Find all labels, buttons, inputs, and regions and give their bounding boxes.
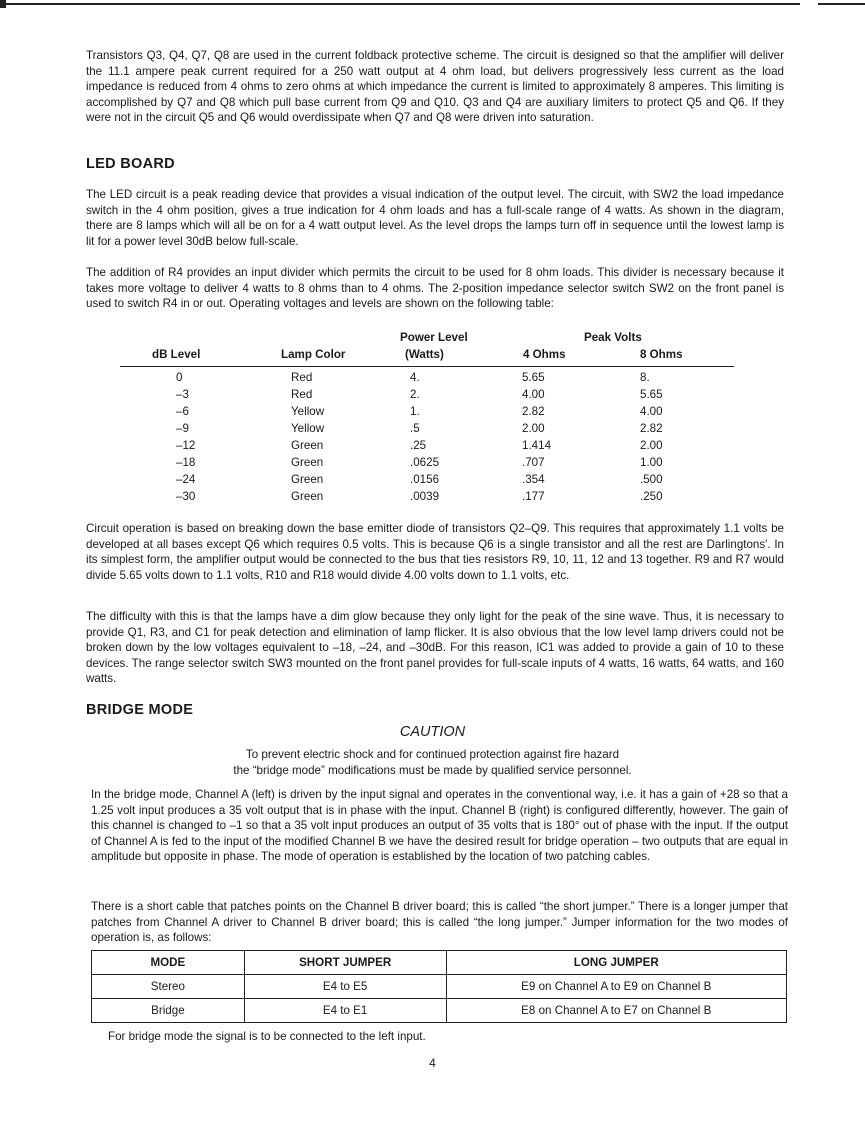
level-table-header-8ohm: 8 Ohms (640, 348, 683, 361)
caution-line-1: To prevent electric shock and for continued protection against fire hazard (245, 748, 620, 761)
level-cell-4ohm: 1.414 (522, 439, 552, 452)
level-cell-color: Green (291, 473, 324, 486)
jumper-table-header-row (92, 951, 787, 975)
level-table-header-db: dB Level (152, 348, 201, 361)
level-cell-8ohm: 1.00 (640, 456, 663, 469)
paragraph-jumpers: There is a short cable that patches points on the Channel B driver board; this is called “the short jumper.” There is a longer jumper that patches from Channel A driver to Channel B driver board; this is called “the long jumper.” Jumper information for the two modes of operation is, as follows: (91, 900, 788, 945)
level-cell-watts: .0156 (410, 473, 440, 486)
level-cell-4ohm: 4.00 (522, 388, 545, 401)
level-table-header-4ohm: 4 Ohms (523, 348, 566, 361)
level-cell-watts: .25 (410, 439, 427, 452)
top-border-line-right (818, 3, 865, 5)
caution-title: CAUTION (399, 724, 466, 740)
level-cell-db: –9 (176, 422, 189, 435)
level-cell-watts: 1. (410, 405, 420, 418)
level-cell-watts: .0625 (410, 456, 440, 469)
level-cell-8ohm: 8. (640, 371, 650, 384)
jumper-cell: Bridge (92, 999, 245, 1023)
paragraph-bridge-mode: In the bridge mode, Channel A (left) is driven by the input signal and operates in the conventional way, i.e. it has a gain of +28 so that a 1.25 volt input produces a 35 volt output that is in phase with the input. Channel B (right) is configured differently, however. The gain of this channel is changed to –1 so that a 35 volt input produces an output of 35 volts that is 180° out of phase with the input. If the output of Channel A is fed to the input of the modified Channel B we have the desired result for bridge operation – two outputs that are equal in amplitude but opposite in phase. The mode of operation is established by the location of two patching cables. (91, 788, 788, 864)
level-cell-color: Green (291, 490, 324, 503)
level-cell-watts: .0039 (410, 490, 440, 503)
jumper-header-long: LONG JUMPER (446, 951, 787, 975)
jumper-row-bridge (92, 999, 787, 1023)
bridge-footnote: For bridge mode the signal is to be connected to the left input. (108, 1030, 426, 1043)
jumper-cell: E8 on Channel A to E7 on Channel B (446, 999, 787, 1023)
level-cell-4ohm: 2.00 (522, 422, 545, 435)
level-cell-watts: 4. (410, 371, 420, 384)
level-table-header-watts: (Watts) (405, 348, 444, 361)
paragraph-circuit-operation: Circuit operation is based on breaking down the base emitter diode of transistors Q2–Q9. This requires that approximately 1.1 volts be developed at all bases except Q6 which requires 0.5 volts. This is because Q6 is a single transistor and all the rest are Darlingtons'. In its simplest form, the amplifier output would be connected to the bus that ties resistors R9, 10, 11, 12 and 13 together. R9 and R7 would divide 5.65 volts down to 1.1 volts, R10 and R18 would divide 4.00 volts down to 1.1 volts, etc. (86, 522, 784, 582)
page-number: 4 (429, 1056, 436, 1070)
level-cell-watts: 2. (410, 388, 420, 401)
led-board-heading: LED BOARD (86, 156, 175, 172)
level-cell-4ohm: 5.65 (522, 371, 545, 384)
paragraph-r4-divider: The addition of R4 provides an input divider which permits the circuit to be used for 8 ohm loads. This divider is necessary because it takes more voltage to deliver 4 watts to 8 ohms than to 4 ohms. The 2-position impedance selector switch SW2 on the front panel is used to switch R4 in or out. Operating voltages and levels are shown on the following table: (86, 266, 784, 311)
level-cell-8ohm: 5.65 (640, 388, 663, 401)
caution-line-2: the “bridge mode” modifications must be made by qualified service personnel. (233, 764, 632, 777)
level-cell-db: –30 (176, 490, 196, 503)
level-cell-color: Green (291, 439, 324, 452)
level-table-group-peak: Peak Volts (584, 331, 642, 344)
bridge-mode-heading: BRIDGE MODE (86, 702, 194, 718)
paragraph-difficulty: The difficulty with this is that the lamps have a dim glow because they only light for the peak of the sine wave. Thus, it is necessary to provide Q1, R3, and C1 for peak detection and elimination of lamp flicker. It is also obvious that the low level lamp drivers could not be broken down by the low voltages equivalent to –18, –24, and –30dB. For this reason, IC1 was added to provide a gain of 10 to these devices. The range selector switch SW3 mounted on the front panel provides for full-scale inputs of 4 watts, 16 watts, 64 watts, and 160 watts. (86, 610, 784, 686)
level-table-rule (120, 366, 734, 367)
jumper-cell: E9 on Channel A to E9 on Channel B (446, 975, 787, 999)
level-cell-watts: .5 (410, 422, 420, 435)
level-cell-8ohm: 2.82 (640, 422, 663, 435)
jumper-cell: E4 to E5 (244, 975, 446, 999)
level-cell-db: –6 (176, 405, 189, 418)
level-cell-db: –12 (176, 439, 196, 452)
level-cell-color: Green (291, 456, 324, 469)
level-table-group-power: Power Level (400, 331, 468, 344)
jumper-header-short: SHORT JUMPER (244, 951, 446, 975)
paragraph-current-foldback: Transistors Q3, Q4, Q7, Q8 are used in the current foldback protective scheme. The circuit is designed so that the amplifier will deliver the 11.1 ampere peak current required for a 250 watt output at 4 ohm load, but delivers progressively less current as the load impedance is reduced from 4 ohms to zero ohms at which impedance the current is limited to approximately 8 amperes. This limiting is accomplished by Q7 and Q8 which pull base current from Q9 and Q10. Q3 and Q4 are auxiliary limiters to protect Q5 and Q6. If they were not in the circuit Q5 and Q6 would overdissipate when Q7 and Q8 were driven into saturation. (86, 49, 784, 125)
level-cell-8ohm: 4.00 (640, 405, 663, 418)
level-cell-8ohm: .250 (640, 490, 663, 503)
level-cell-db: 0 (176, 371, 183, 384)
jumper-row-stereo (92, 975, 787, 999)
level-cell-db: –3 (176, 388, 189, 401)
level-cell-db: –24 (176, 473, 196, 486)
level-cell-4ohm: .707 (522, 456, 545, 469)
jumper-header-mode: MODE (92, 951, 245, 975)
level-cell-color: Red (291, 388, 313, 401)
level-cell-color: Red (291, 371, 313, 384)
level-cell-db: –18 (176, 456, 196, 469)
jumper-cell: E4 to E1 (244, 999, 446, 1023)
jumper-cell: Stereo (92, 975, 245, 999)
jumper-table (91, 950, 787, 1023)
level-cell-8ohm: 2.00 (640, 439, 663, 452)
level-cell-4ohm: .354 (522, 473, 545, 486)
level-table-header-color: Lamp Color (281, 348, 346, 361)
level-cell-color: Yellow (291, 422, 325, 435)
paragraph-led-circuit: The LED circuit is a peak reading device that provides a visual indication of the output level. The circuit, with SW2 the load impedance switch in the 4 ohm position, gives a true indication for 4 ohm loads and has a full-scale range of 4 watts. As shown in the diagram, there are 8 lamps which will all be on for a 4 watt output level. As the level drops the lamps turn off in sequence until the lowest lamp is lit for a power level 30dB below full-scale. (86, 188, 784, 248)
level-cell-4ohm: 2.82 (522, 405, 545, 418)
top-border-line (0, 3, 800, 5)
level-cell-8ohm: .500 (640, 473, 663, 486)
level-cell-color: Yellow (291, 405, 325, 418)
level-cell-4ohm: .177 (522, 490, 545, 503)
